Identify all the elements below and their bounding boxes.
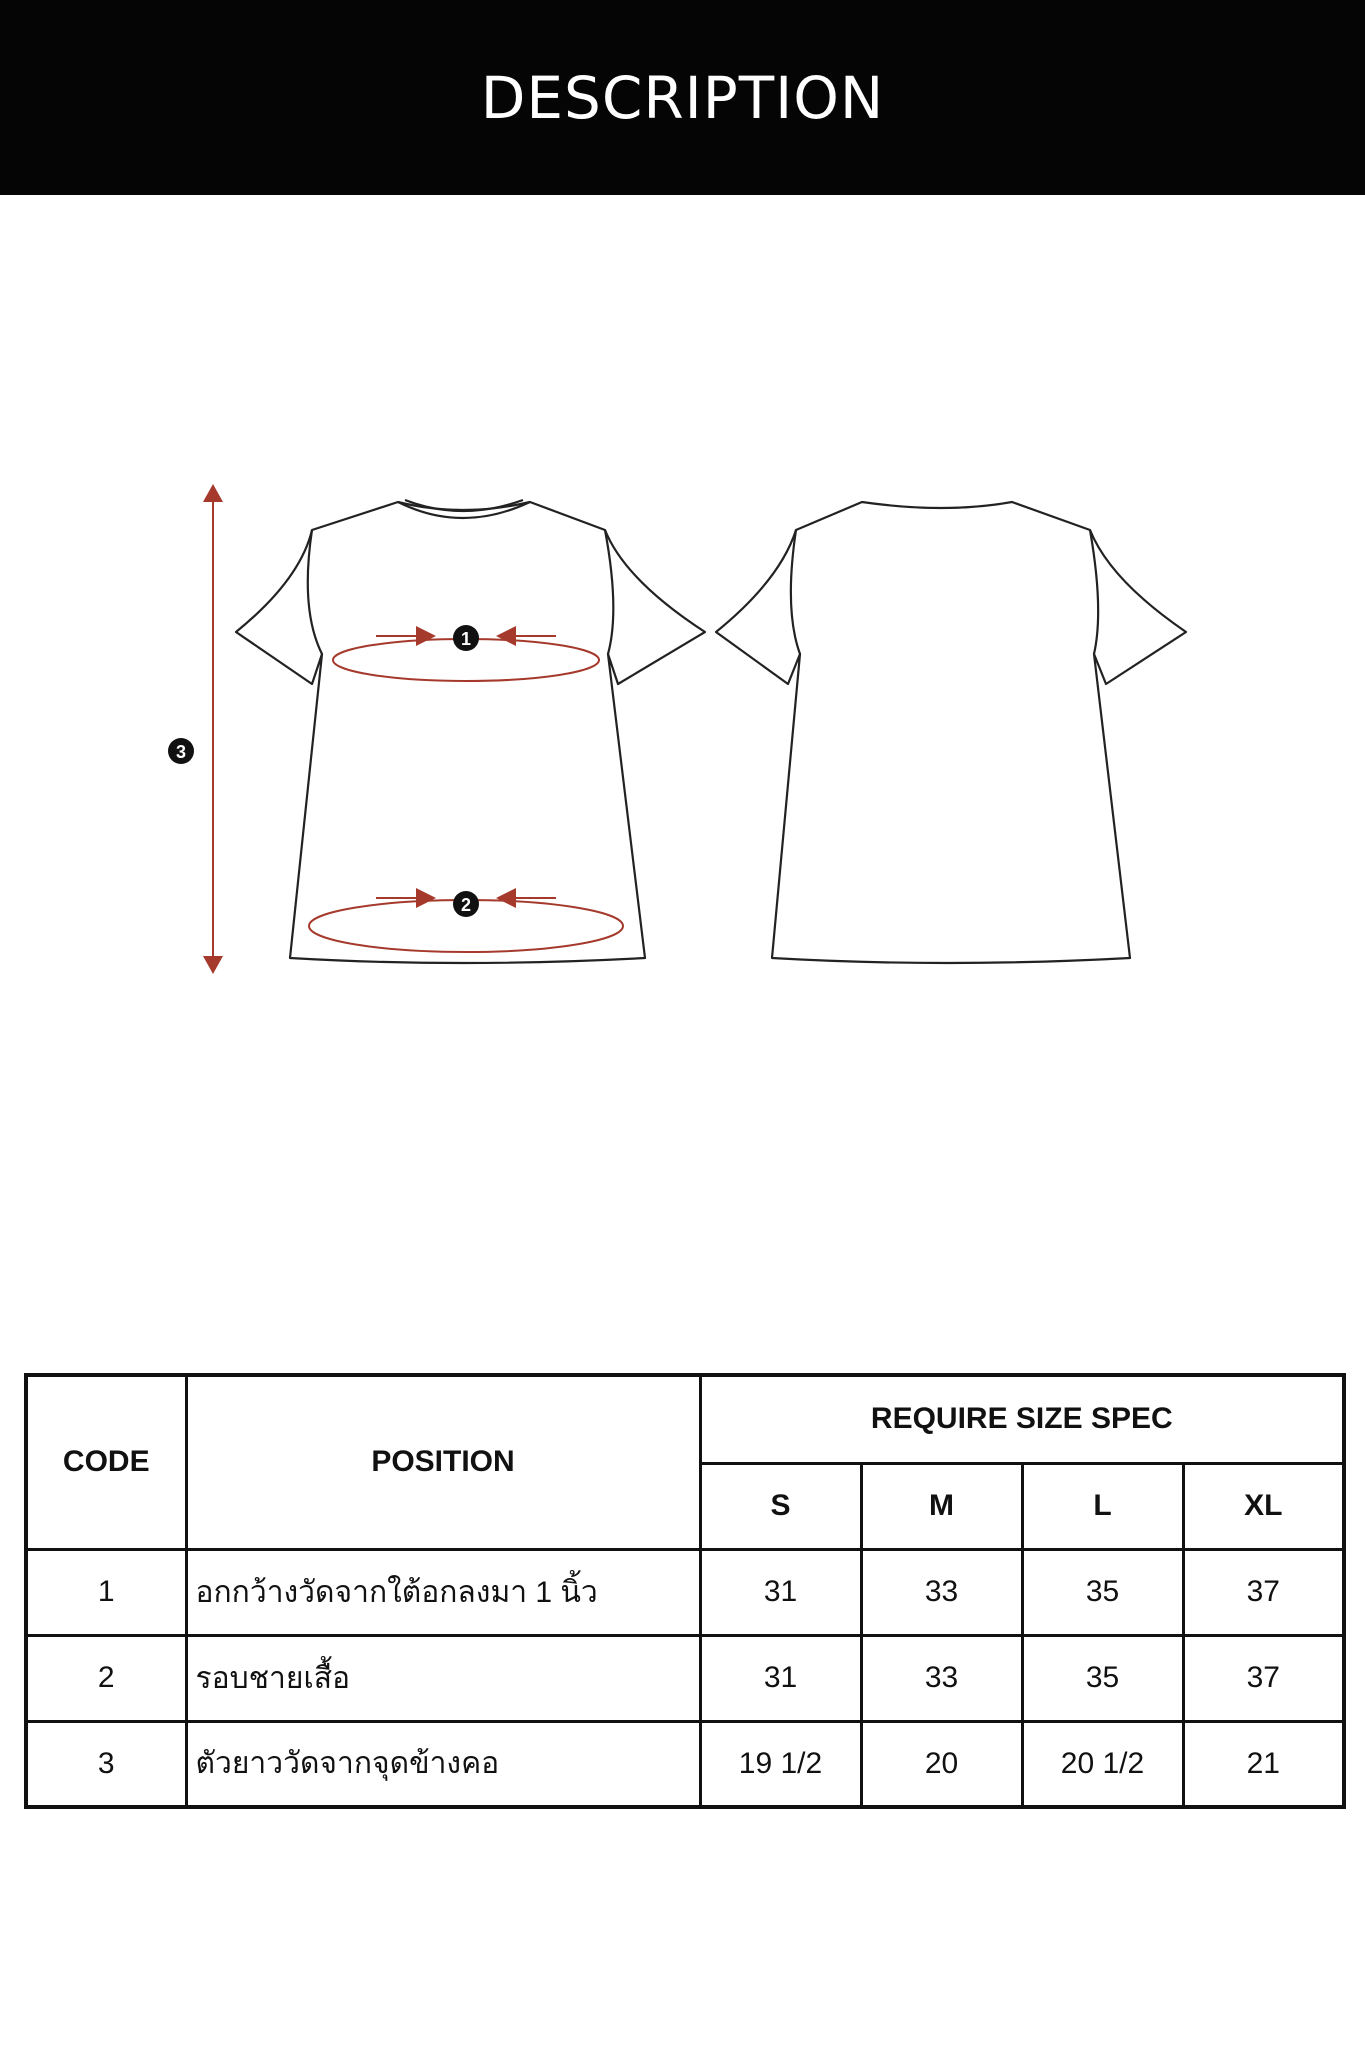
row-value-xl: 21 [1183,1721,1344,1807]
header-size-s: S [700,1463,861,1549]
table-row [26,1635,1344,1721]
row-value-xl: 37 [1183,1549,1344,1635]
table-row [26,1549,1344,1635]
row-value-l: 35 [1022,1635,1183,1721]
header-require-size-spec: REQUIRE SIZE SPEC [700,1375,1344,1463]
row-value-m: 33 [861,1549,1022,1635]
row-value-m: 33 [861,1635,1022,1721]
marker-1 [453,625,479,651]
row-code: 2 [26,1635,186,1721]
svg-text:2: 2 [460,895,472,915]
size-spec-table [24,1373,1346,1809]
svg-text:3: 3 [175,742,187,762]
row-position: รอบชายเสื้อ [186,1635,700,1721]
row-code: 1 [26,1549,186,1635]
header-size-xl: XL [1183,1463,1344,1549]
page-title: DESCRIPTION [480,63,885,132]
row-position: ตัวยาววัดจากจุดข้างคอ [186,1721,700,1807]
header-position: POSITION [186,1375,700,1549]
row-code: 3 [26,1721,186,1807]
row-value-l: 20 1/2 [1022,1721,1183,1807]
length-measure [203,484,223,974]
header-size-l: L [1022,1463,1183,1549]
row-value-s: 31 [700,1549,861,1635]
page-header [0,0,1365,195]
row-value-xl: 37 [1183,1635,1344,1721]
row-value-l: 35 [1022,1549,1183,1635]
row-value-s: 19 1/2 [700,1721,861,1807]
row-value-m: 20 [861,1721,1022,1807]
header-code: CODE [26,1375,186,1549]
svg-text:1: 1 [460,629,472,649]
row-value-s: 31 [700,1635,861,1721]
marker-2 [453,891,479,917]
back-shirt-outline [716,502,1186,963]
header-size-m: M [861,1463,1022,1549]
marker-3 [168,738,194,764]
table-row [26,1721,1344,1807]
tshirt-measurement-diagram [0,470,1365,990]
row-position: อกกว้างวัดจากใต้อกลงมา 1 นิ้ว [186,1549,700,1635]
